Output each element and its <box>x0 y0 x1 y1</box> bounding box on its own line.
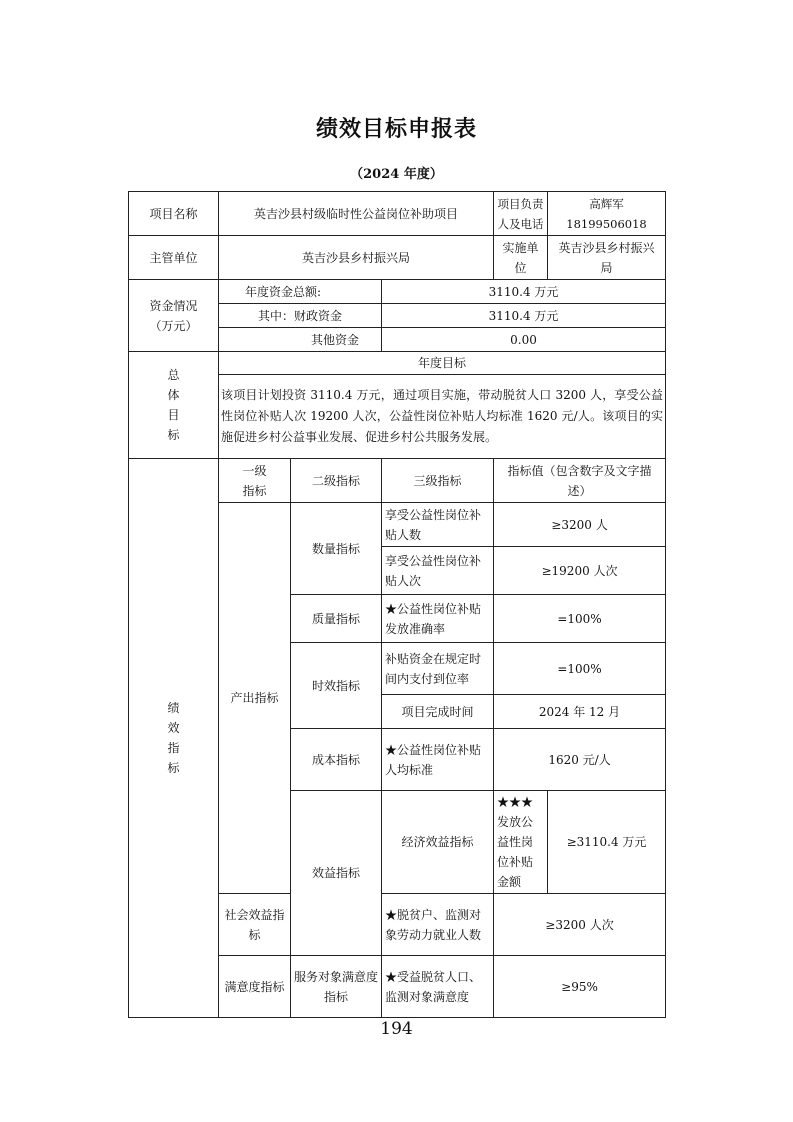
indicator-value: 2024 年 12 月 <box>494 695 666 729</box>
indicator-value: ≥3200 人 <box>494 503 666 547</box>
indicator-value: ≥19200 人次 <box>494 547 666 595</box>
indicator-name: 补贴资金在规定时间内支付到位率 <box>382 643 494 695</box>
quality-indicators: 质量指标 <box>291 595 382 643</box>
contact-label: 项目负责人及电话 <box>494 192 548 236</box>
overall-goal-label: 总体目标 <box>129 352 219 459</box>
service-satisfaction-indicators: 服务对象满意度指标 <box>291 956 382 1018</box>
year-subtitle: （2024 年度） <box>350 167 443 182</box>
project-name-value: 英吉沙县村级临时性公益岗位补助项目 <box>219 192 494 236</box>
indicator-value: =100% <box>494 595 666 643</box>
economic-benefit-indicators: 经济效益指标 <box>382 791 494 894</box>
dept-label: 主管单位 <box>129 236 219 280</box>
output-indicators: 产出指标 <box>219 503 291 894</box>
funds-other-value: 0.00 <box>382 328 666 352</box>
performance-table <box>128 191 666 1018</box>
level2-header: 二级指标 <box>291 459 382 503</box>
annual-goal-text: 该项目计划投资 3110.4 万元，通过项目实施，带动脱贫人口 3200 人，享受公益性岗位补贴人次 19200 人次，公益性岗位补贴人均标准 1620 元/人。该项目的实施促进乡村公益事业发展、促进乡村公共服务发展。 <box>219 375 666 459</box>
indicator-name: 享受公益性岗位补贴人数 <box>382 503 494 547</box>
page-number: 194 <box>380 1019 413 1039</box>
indicator-value: ≥3110.4 万元 <box>548 791 666 894</box>
indicator-name: 享受公益性岗位补贴人次 <box>382 547 494 595</box>
satisfaction-indicators: 满意度指标 <box>219 956 291 1018</box>
quantity-indicators: 数量指标 <box>291 503 382 595</box>
indicator-value: 1620 元/人 <box>494 729 666 791</box>
level1-header: 一级指标 <box>219 459 291 503</box>
impl-label: 实施单位 <box>494 236 548 280</box>
performance-indicators-label: 绩效指标 <box>129 459 219 1018</box>
level3-header: 三级指标 <box>382 459 494 503</box>
funds-fiscal-value: 3110.4 万元 <box>382 304 666 328</box>
funds-label: 资金情况（万元） <box>129 280 219 352</box>
funds-total-value: 3110.4 万元 <box>382 280 666 304</box>
cost-indicators: 成本指标 <box>291 729 382 791</box>
annual-goal-header: 年度目标 <box>219 352 666 375</box>
indicator-name: ★脱贫户、监测对象劳动力就业人数 <box>382 894 494 956</box>
indicator-value: ≥3200 人次 <box>494 894 666 956</box>
contact-value: 高辉军 18199506018 <box>548 192 666 236</box>
project-name-label: 项目名称 <box>129 192 219 236</box>
page-title: 绩效目标申报表 <box>315 117 477 142</box>
dept-value: 英吉沙县乡村振兴局 <box>219 236 494 280</box>
timeliness-indicators: 时效指标 <box>291 643 382 729</box>
indicator-name: ★★★发放公益性岗位补贴金额 <box>494 791 548 894</box>
indicator-value: ≥95% <box>494 956 666 1018</box>
indicator-name: 项目完成时间 <box>382 695 494 729</box>
indicator-value: =100% <box>494 643 666 695</box>
funds-total-label: 年度资金总额: <box>219 280 382 304</box>
funds-other-label: 其他资金 <box>219 328 382 352</box>
indicator-name: ★受益脱贫人口、监测对象满意度 <box>382 956 494 1018</box>
benefit-indicators: 效益指标 <box>291 791 382 956</box>
funds-fiscal-label: 其中：财政资金 <box>219 304 382 328</box>
indicator-name: ★公益性岗位补贴发放准确率 <box>382 595 494 643</box>
value-header: 指标值（包含数字及文字描述） <box>494 459 666 503</box>
impl-value: 英吉沙县乡村振兴局 <box>548 236 666 280</box>
indicator-name: ★公益性岗位补贴人均标准 <box>382 729 494 791</box>
social-benefit-indicators: 社会效益指标 <box>219 894 291 956</box>
